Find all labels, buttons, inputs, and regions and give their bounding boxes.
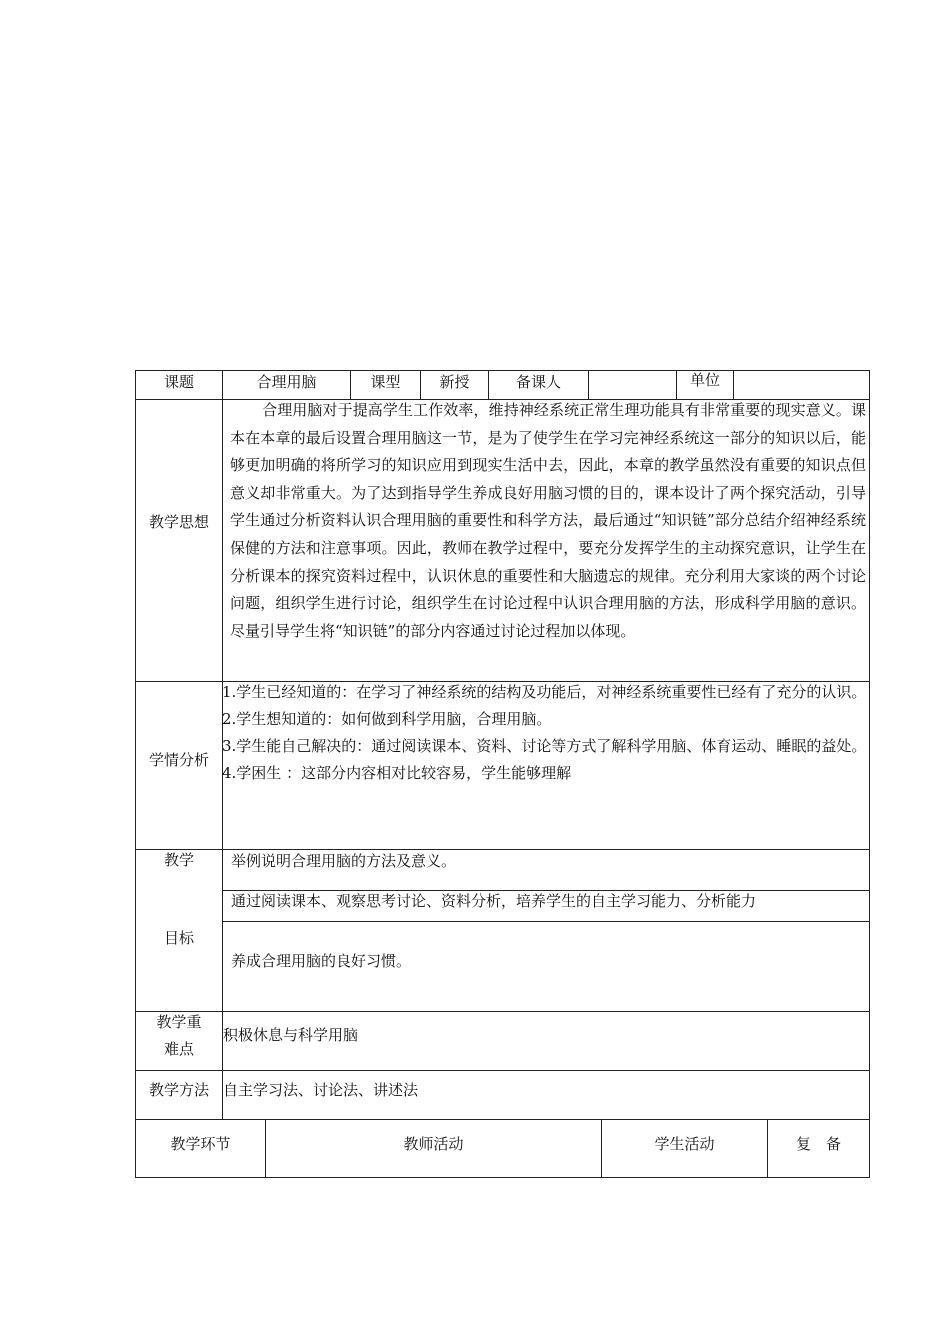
- col-student-activity: 学生活动: [654, 1135, 715, 1153]
- label-unit: 单位: [689, 371, 720, 389]
- teaching-thought-text: 合理用脑对于提高学生工作效率，维持神经系统正常生理功能具有非常重要的现实意义。课本在本章的最后设置合理用脑这一节，是为了使学生在学习完神经系统这一部分的知识以后，能够更加明确的将所学习的知识应用到现实生活中去，因此，本章的教学虽然没有重要的知识点但意义却非常重大。为了达到指导学生养成良好用脑习惯的目的，课本设计了两个探究活动，引导学生通过分析资料认识合理用脑的重要性和科学方法，最后通过“知识链”部分总结介绍神经系统保健的方法和注意事项。因此，教师在教学过程中，要充分发挥学生的主动探究意识，让学生在分析课本的探究资料过程中，认识休息的重要性和大脑遗忘的规律。充分利用大家谈的两个讨论问题，组织学生进行讨论，组织学生在讨论过程中认识合理用脑的方法，形成科学用脑的意识。尽量引导学生将“知识链”的部分内容通过讨论过程加以体现。: [230, 401, 866, 640]
- rule-keypoints-bottom: [135, 1070, 870, 1071]
- goal-knowledge: 举例说明合理用脑的方法及意义。: [231, 852, 457, 870]
- col-teacher-activity: 教师活动: [403, 1135, 464, 1153]
- list-item: 2.学生想知道的：如何做到科学用脑，合理用脑。: [222, 710, 552, 728]
- rule-methods-bottom: [135, 1119, 870, 1120]
- label-preparer: 备课人: [515, 373, 561, 391]
- label-learner-analysis: 学情分析: [148, 751, 209, 769]
- col-teaching-stage: 教学环节: [170, 1135, 231, 1153]
- rule-analysis-bottom: [135, 849, 870, 850]
- type-value: 新授: [439, 373, 470, 391]
- label-type: 课型: [370, 373, 401, 391]
- rule-top: [135, 370, 870, 371]
- label-teaching-thought: 教学思想: [148, 513, 209, 531]
- rule-goals-bottom: [135, 1011, 870, 1012]
- rule-h6: [733, 370, 734, 400]
- rule-bottom: [135, 1177, 870, 1178]
- learner-analysis-list: [222, 679, 868, 787]
- label-keypoints-line1: 教学重: [156, 1013, 202, 1031]
- rule-h4: [588, 370, 589, 400]
- label-methods: 教学方法: [148, 1081, 209, 1099]
- label-goals-bottom: 目标: [163, 929, 194, 947]
- label-keypoints-line2: 难点: [163, 1040, 194, 1058]
- goal-emotion: 养成合理用脑的良好习惯。: [231, 952, 412, 970]
- methods-text: 自主学习法、讨论法、讲述法: [223, 1081, 419, 1099]
- col-review: 复 备: [795, 1135, 841, 1153]
- list-item: 1.学生已经知道的：在学习了神经系统的结构及功能后，对神经系统重要性已经有了充分的认识。: [222, 683, 867, 701]
- list-item: 3.学生能自己解决的：通过阅读课本、资料、讨论等方式了解科学用脑、体育运动、睡眠的益处。: [222, 737, 867, 755]
- rule-right: [869, 370, 870, 1178]
- goal-ability: 通过阅读课本、观察思考讨论、资料分析，培养学生的自主学习能力、分析能力: [231, 892, 757, 910]
- label-goals-top: 教学: [163, 851, 194, 869]
- rule-goal-2: [222, 921, 870, 922]
- label-topic: 课题: [163, 373, 194, 391]
- keypoints-text: 积极休息与科学用脑: [223, 1026, 359, 1044]
- list-item: 4.学困生 ：这部分内容相对比较容易，学生能够理解: [222, 764, 572, 782]
- topic-value: 合理用脑: [256, 373, 317, 391]
